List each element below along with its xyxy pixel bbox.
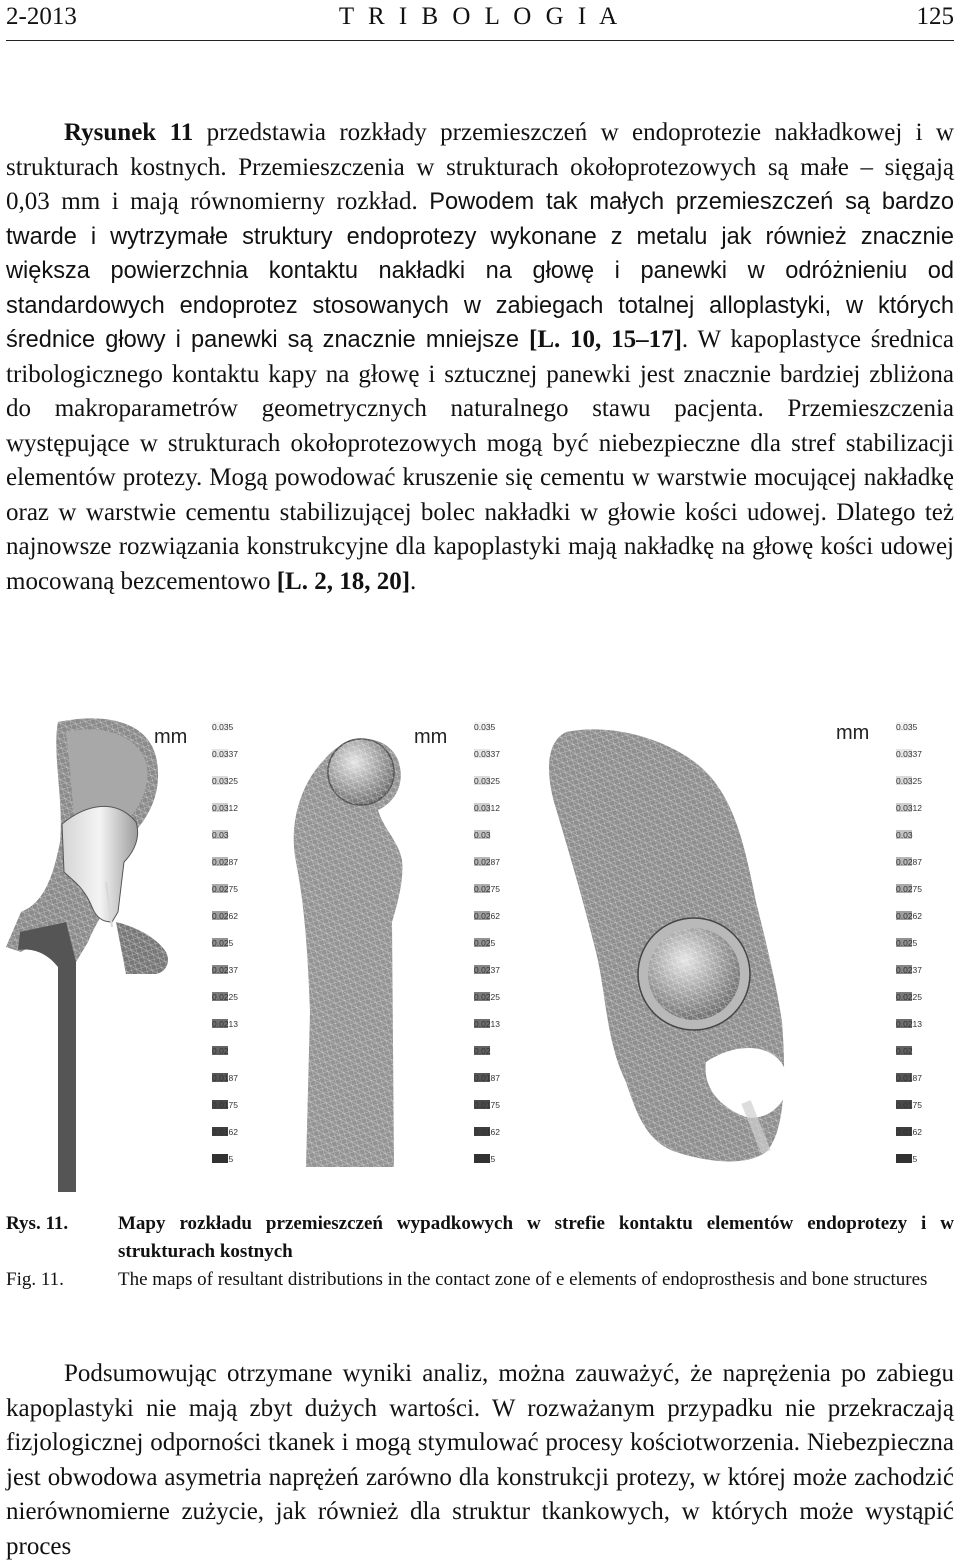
scale-value-label: 0.0187	[212, 1073, 238, 1083]
issue-number: 2-2013	[6, 3, 77, 30]
page-number: 125	[916, 3, 954, 30]
panel-cross-section	[6, 718, 168, 1192]
scale-value-label: 0.0237	[474, 965, 500, 975]
scale-value-label: 0.0175	[474, 1100, 500, 1110]
paragraph-text: Podsumowując otrzymane wyniki analiz, można zauważyć, że naprężenia po zabiegu kapoplastyki nie mają zbyt dużych wartości. W rozważanym przypadku nie przekraczają fizjologicznej odporności tkanek i mogą stymulować procesy kościotworzenia. Niebezpieczna jest obwodowa asymetria naprężeń zarówno dla konstrukcji protezy, w której może zachodzić nierównomierne zużycie, jak również dla struktur tkankowych, w których może wystąpić proces	[6, 1360, 954, 1560]
caption-text-pl: Mapy rozkładu przemieszczeń wypadkowych w strefie kontaktu elementów endoprotezy i w strukturach kostnych	[118, 1213, 954, 1262]
scale-value-label: 0.0162	[474, 1127, 500, 1137]
scale-value-label: 0.0312	[896, 803, 922, 813]
scale-value-label: 0.02	[896, 1046, 913, 1056]
paragraph-text-sans: Powodem tak małych przemieszczeń są bardzo twarde i wytrzymałe struktury endoprotezy wykonane z metalu jak również znacznie większa powierzchnia kontaktu nakładki na głowę i panewki w odróżnieniu od standardowych endoprotez stosowanych w zabiegach totalnej alloplastyki, w których średnice głowy i panewki są znacznie mniejsze	[6, 189, 954, 353]
scale-value-label: 0.025	[896, 938, 918, 948]
scale-value-label: 0.0287	[474, 857, 500, 867]
scale-value-label: 0.0337	[896, 749, 922, 759]
scale-value-label: 0.0275	[896, 884, 922, 894]
scale-value-label: 0.02	[212, 1046, 229, 1056]
scale-value-label: 0.0213	[212, 1019, 238, 1029]
scale-value-label: 0.015	[474, 1154, 496, 1164]
scale-value-label: 0.0225	[896, 992, 922, 1002]
scale-value-label: 0.0162	[212, 1127, 238, 1137]
scale-value-label: 0.03	[474, 830, 491, 840]
running-header	[6, 0, 954, 41]
scale-value-label: 0.03	[896, 830, 913, 840]
scale-value-label: 0.0312	[474, 803, 500, 813]
figure-displacement-maps	[6, 712, 954, 1202]
scale-value-label: 0.015	[896, 1154, 918, 1164]
scale-value-label: 0.0175	[896, 1100, 922, 1110]
scale-value-label: 0.0325	[212, 776, 238, 786]
scale-value-label: 0.0187	[474, 1073, 500, 1083]
scale-value-label: 0.035	[212, 722, 234, 732]
scale-value-label: 0.0275	[212, 884, 238, 894]
paragraph-summary	[6, 1357, 954, 1564]
scale-value-label: 0.0275	[474, 884, 500, 894]
scale-value-label: 0.0225	[474, 992, 500, 1002]
panel-pelvis	[549, 729, 787, 1161]
scale-value-label: 0.025	[212, 938, 234, 948]
unit-label: mm	[836, 722, 870, 744]
caption-text-en: The maps of resultant distributions in the contact zone of e elements of endoprosthesis and bone structures	[118, 1269, 928, 1290]
paragraph-end: .	[410, 567, 417, 595]
scale-value-label: 0.02	[474, 1046, 491, 1056]
citation: [L. 2, 18, 20]	[276, 567, 411, 595]
scale-value-label: 0.0287	[212, 857, 238, 867]
caption-label-pl: Rys. 11.	[6, 1213, 69, 1234]
scale-value-label: 0.0262	[212, 911, 238, 921]
caption-english	[6, 1266, 954, 1294]
scale-value-label: 0.0175	[212, 1100, 238, 1110]
scale-value-label: 0.0312	[212, 803, 238, 813]
scale-value-label: 0.0237	[212, 965, 238, 975]
scale-value-label: 0.025	[474, 938, 496, 948]
scale-value-label: 0.0225	[212, 992, 238, 1002]
scale-value-label: 0.035	[896, 722, 918, 732]
scale-value-label: 0.035	[474, 722, 496, 732]
scale-value-label: 0.0337	[212, 749, 238, 759]
scale-value-label: 0.015	[212, 1154, 234, 1164]
scale-value-label: 0.0187	[896, 1073, 922, 1083]
scale-value-label: 0.0337	[474, 749, 500, 759]
figure-caption	[6, 1210, 954, 1294]
scale-value-label: 0.0325	[474, 776, 500, 786]
scale-value-label: 0.0213	[474, 1019, 500, 1029]
scale-value-label: 0.0213	[896, 1019, 922, 1029]
citation: [L. 10, 15–17]	[529, 326, 682, 353]
unit-label: mm	[154, 726, 188, 748]
scale-value-label: 0.0162	[896, 1127, 922, 1137]
panel-femur	[294, 739, 403, 1167]
figure-reference: Rysunek 11	[64, 119, 194, 146]
scale-value-label: 0.0262	[474, 911, 500, 921]
scale-value-label: 0.0287	[896, 857, 922, 867]
caption-polish	[6, 1210, 954, 1266]
caption-label-en: Fig. 11.	[6, 1269, 64, 1290]
scale-value-label: 0.0325	[896, 776, 922, 786]
paragraph-figure-description	[6, 116, 954, 599]
journal-title: T R I B O L O G I A	[338, 3, 622, 30]
paragraph-text: przedstawia rozkłady przemieszczeń w endoprotezie nakładkowej i w strukturach kostnych. Przemieszczenia w strukturach okołoprotezowych są małe – sięgają 0,03 mm i mają równomierny rozkład.	[6, 119, 954, 215]
paragraph-text: . W kapoplastyce średnica tribologicznego kontaktu kapy na głowę i sztucznej panewki jest znacznie bardziej zbliżona do makroparametrów geometrycznych naturalnego stawu pacjenta. Przemieszczenia występujące w strukturach okołoprotezowych mogą być niebezpieczne dla stref stabilizacji elementów protezy. Mogą powodować kruszenie się cementu w warstwie mocującej nakładkę oraz w warstwie cementu stabilizującej bolec nakładki w głowie kości udowej. Dlatego też najnowsze rozwiązania konstrukcyjne dla kapoplastyki mają nakładkę na głowę kości udowej mocowaną bezcementowo	[6, 326, 954, 595]
scale-value-label: 0.03	[212, 830, 229, 840]
scale-value-label: 0.0237	[896, 965, 922, 975]
scale-value-label: 0.0262	[896, 911, 922, 921]
unit-label: mm	[414, 726, 448, 748]
